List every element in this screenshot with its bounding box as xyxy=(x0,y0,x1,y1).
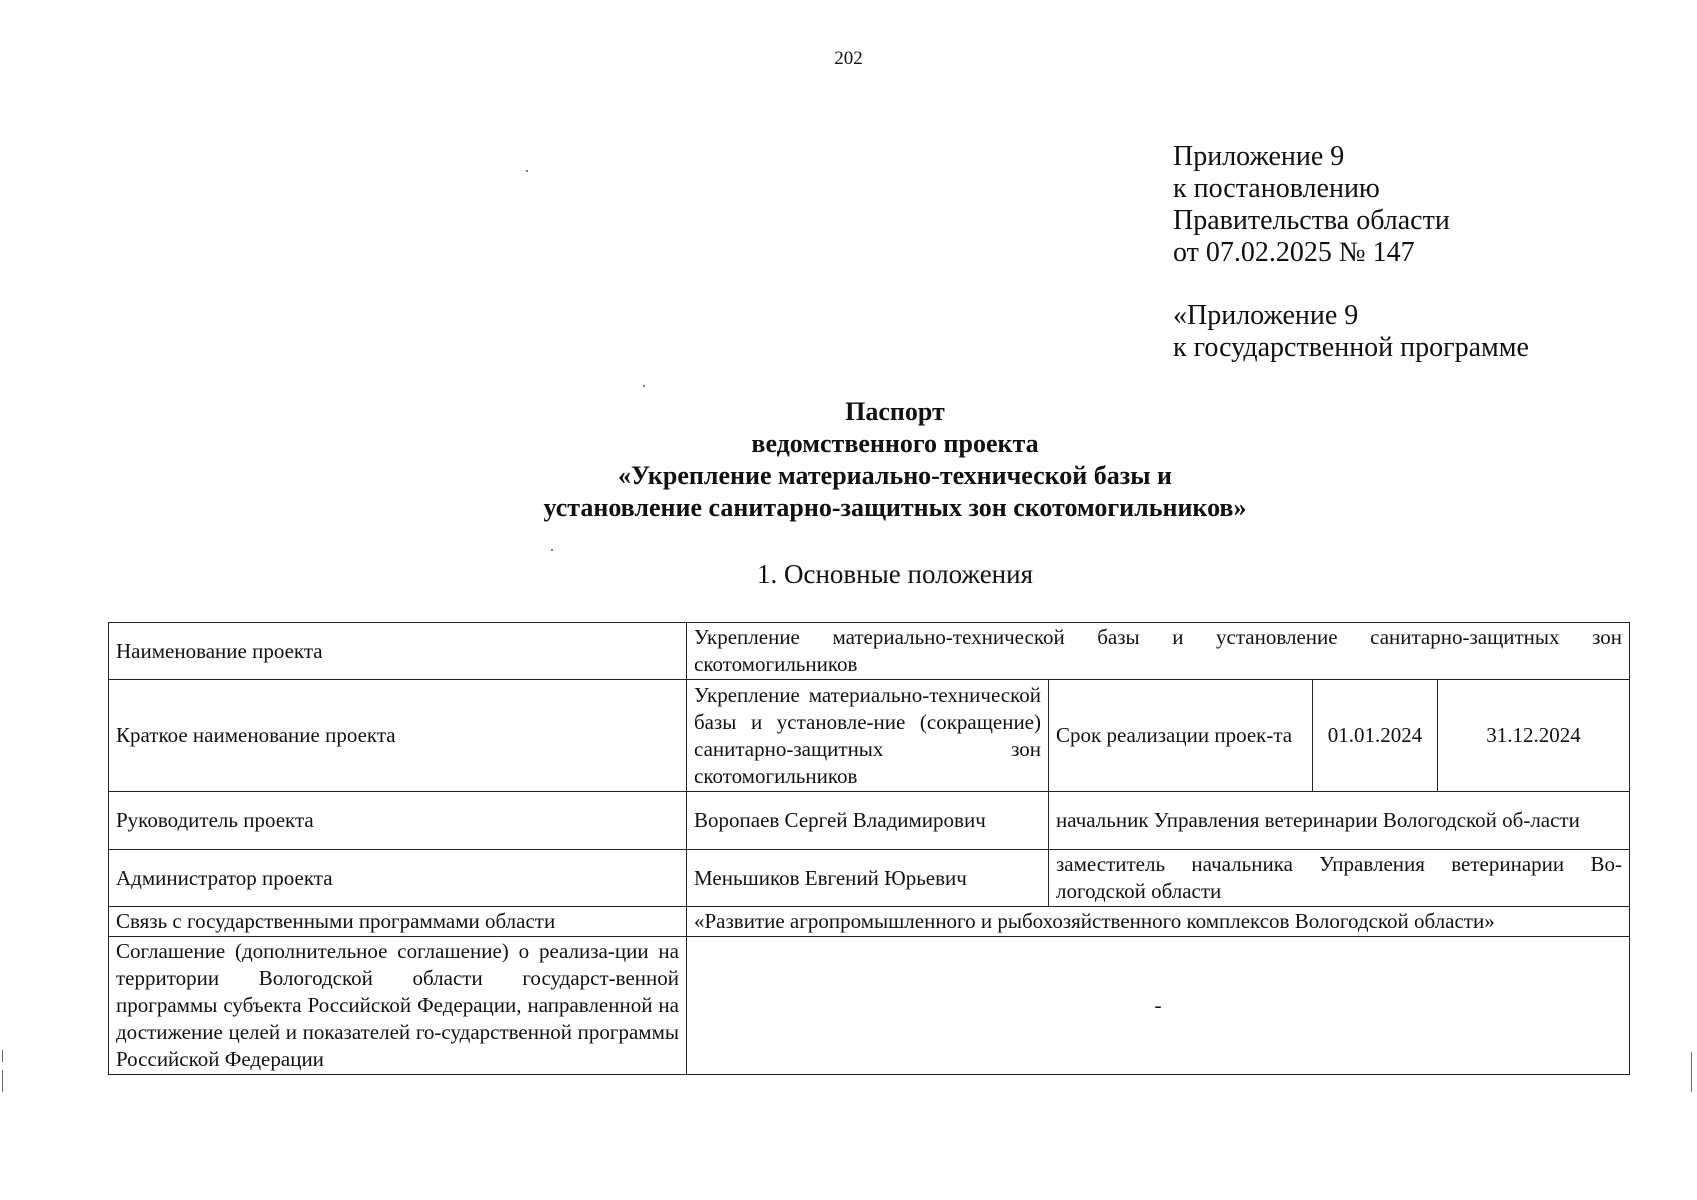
short-name-value: Укрепление материально-технической базы и установле-ние (сокращение) санитарно-защитных зон скотомогильников xyxy=(687,680,1049,792)
scan-edge-mark xyxy=(1691,1052,1692,1092)
head-position: начальник Управления ветеринарии Вологодской об-ласти xyxy=(1049,792,1630,850)
scan-speck xyxy=(551,549,553,551)
scan-edge-mark xyxy=(2,1050,3,1062)
document-title xyxy=(0,396,1697,524)
page-number: 202 xyxy=(834,48,863,69)
admin-label: Администратор проекта xyxy=(109,850,687,907)
table-row xyxy=(109,623,1630,680)
short-name-label: Краткое наименование проекта xyxy=(109,680,687,792)
scan-speck xyxy=(526,170,528,172)
admin-name: Меньшиков Евгений Юрьевич xyxy=(687,850,1049,907)
title-line: «Укрепление материально-технической базы и xyxy=(617,461,1172,490)
scan-speck xyxy=(643,385,645,387)
term-label: Срок реализации проек-та xyxy=(1049,680,1313,792)
project-name-label: Наименование проекта xyxy=(109,623,687,680)
table-row xyxy=(109,680,1630,792)
head-label: Руководитель проекта xyxy=(109,792,687,850)
appendix-quoted-line: к государственной программе xyxy=(1173,332,1529,363)
appendix-quoted-block xyxy=(1173,300,1529,364)
appendix-line: Правительства области xyxy=(1173,205,1450,236)
table-row xyxy=(109,792,1630,850)
passport-table xyxy=(108,622,1630,1075)
appendix-line: к постановлению xyxy=(1173,173,1380,204)
table-row xyxy=(109,850,1630,907)
link-label: Связь с государственными программами области xyxy=(109,907,687,937)
scan-edge-mark xyxy=(2,1070,3,1092)
agreement-label: Соглашение (дополнительное соглашение) о реализа-ции на территории Вологодской области государст-венной программы субъекта Российской Федерации, направленной на достижение целей и показателей го-сударственной программы Российской Федерации xyxy=(109,937,687,1075)
agreement-value: - xyxy=(687,937,1630,1075)
head-name: Воропаев Сергей Владимирович xyxy=(687,792,1049,850)
table-row xyxy=(109,907,1630,937)
appendix-block xyxy=(1173,141,1450,269)
appendix-line: от 07.02.2025 № 147 xyxy=(1173,237,1415,268)
term-start: 01.01.2024 xyxy=(1313,680,1438,792)
table-row xyxy=(109,937,1630,1075)
appendix-line: Приложение 9 xyxy=(1173,141,1345,172)
title-line: ведомственного проекта xyxy=(751,429,1039,458)
appendix-quoted-line: «Приложение 9 xyxy=(1173,300,1359,331)
section-heading: 1. Основные положения xyxy=(757,559,1033,589)
title-line: Паспорт xyxy=(845,397,945,426)
title-line: установление санитарно-защитных зон скотомогильников» xyxy=(543,493,1247,522)
project-name-value: Укрепление материально-технической базы и установление санитарно-защитных зон скотомогильников xyxy=(687,623,1630,680)
link-value: «Развитие агропромышленного и рыбохозяйственного комплексов Вологодской области» xyxy=(687,907,1630,937)
term-end: 31.12.2024 xyxy=(1438,680,1630,792)
admin-position: заместитель начальника Управления ветеринарии Во-логодской области xyxy=(1049,850,1630,907)
